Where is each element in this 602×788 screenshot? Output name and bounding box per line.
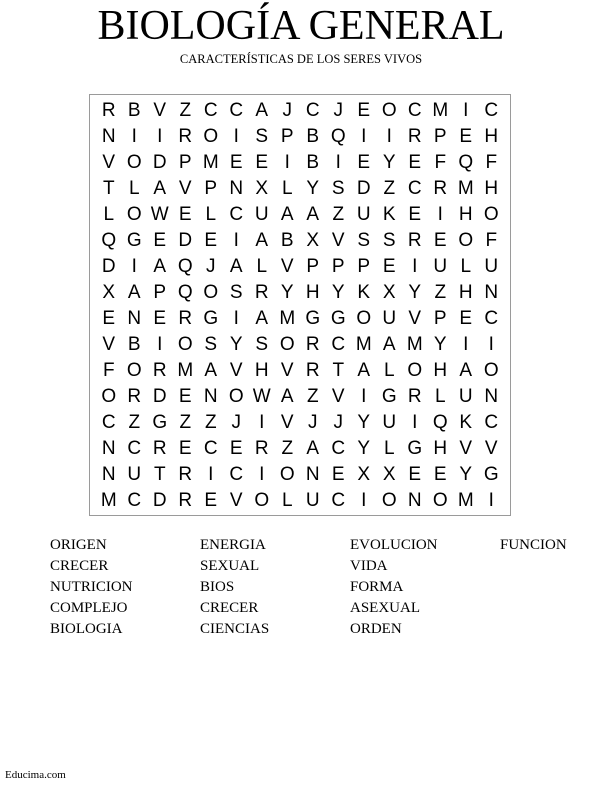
grid-letter-cell[interactable]: U [484, 256, 499, 277]
grid-letter-cell[interactable]: U [433, 256, 448, 277]
grid-letter-cell[interactable]: C [484, 308, 499, 329]
grid-letter-cell[interactable]: R [152, 360, 167, 381]
grid-letter-cell[interactable]: D [152, 490, 167, 511]
grid-letter-cell[interactable]: C [331, 490, 346, 511]
grid-letter-cell[interactable]: V [178, 178, 192, 199]
grid-letter-cell[interactable]: C [203, 100, 218, 121]
grid-letter-cell[interactable]: I [437, 204, 443, 225]
grid-letter-cell[interactable]: E [408, 152, 422, 173]
grid-letter-cell[interactable]: L [383, 438, 395, 459]
grid-letter-cell[interactable]: C [229, 100, 244, 121]
grid-letter-cell[interactable]: O [177, 334, 193, 355]
grid-letter-cell[interactable]: M [355, 334, 372, 355]
grid-letter-cell[interactable]: V [102, 334, 116, 355]
grid-letter-cell[interactable]: L [460, 256, 472, 277]
word-list [50, 536, 600, 641]
grid-letter-cell[interactable]: M [406, 334, 423, 355]
grid-letter-cell[interactable]: U [127, 464, 142, 485]
grid-letter-cell[interactable]: O [407, 360, 423, 381]
grid-letter-cell[interactable]: A [153, 178, 167, 199]
word-list-item: ORIGEN [50, 537, 107, 553]
grid-letter-cell[interactable]: V [459, 438, 473, 459]
grid-letter-cell[interactable]: E [357, 100, 371, 121]
grid-letter-cell[interactable]: Y [280, 282, 294, 303]
grid-letter-cell[interactable]: K [357, 282, 371, 303]
grid-letter-cell[interactable]: N [484, 386, 499, 407]
grid-letter-cell[interactable]: R [407, 126, 422, 147]
word-list-item: FORMA [350, 579, 404, 595]
grid-letter-cell[interactable]: R [178, 308, 193, 329]
grid-letter-cell[interactable]: M [177, 360, 194, 381]
grid-letter-cell[interactable]: R [127, 386, 142, 407]
grid-letter-cell[interactable]: F [434, 152, 447, 173]
grid-letter-cell[interactable]: E [459, 308, 473, 329]
grid-letter-cell[interactable]: O [458, 230, 474, 251]
grid-letter-cell[interactable]: G [407, 438, 423, 459]
grid-letter-cell[interactable]: N [101, 126, 116, 147]
grid-letter-cell[interactable]: E [178, 204, 192, 225]
grid-letter-cell[interactable]: B [127, 334, 141, 355]
word-list-item: COMPLEJO [50, 600, 128, 616]
grid-letter-cell[interactable]: C [484, 412, 499, 433]
grid-letter-cell[interactable]: I [361, 126, 367, 147]
grid-letter-cell[interactable]: L [281, 490, 293, 511]
grid-letter-cell[interactable]: V [280, 412, 294, 433]
grid-letter-cell[interactable]: I [131, 126, 137, 147]
grid-letter-cell[interactable]: W [252, 386, 271, 407]
grid-letter-cell[interactable]: I [488, 490, 494, 511]
grid-row [96, 436, 504, 462]
word-list-item: BIOS [200, 579, 235, 595]
page-title: BIOLOGÍA GENERAL [97, 3, 505, 49]
grid-letter-cell[interactable]: S [204, 334, 218, 355]
grid-letter-cell[interactable]: C [407, 178, 422, 199]
grid-letter-cell[interactable]: J [282, 100, 292, 121]
grid-letter-cell[interactable]: V [484, 438, 498, 459]
grid-row [96, 150, 504, 176]
page-subtitle: CARACTERÍSTICAS DE LOS SERES VIVOS [179, 52, 423, 66]
grid-letter-cell[interactable]: A [357, 360, 371, 381]
grid-letter-cell[interactable]: F [485, 152, 498, 173]
grid-letter-cell[interactable]: I [335, 152, 341, 173]
grid-letter-cell[interactable]: C [127, 490, 142, 511]
grid-letter-cell[interactable]: R [433, 178, 448, 199]
grid-letter-cell[interactable]: U [356, 204, 371, 225]
grid-letter-cell[interactable]: Q [101, 230, 117, 251]
grid-letter-cell[interactable]: A [306, 438, 320, 459]
grid-letter-cell[interactable]: P [331, 256, 345, 277]
grid-letter-cell[interactable]: H [254, 360, 269, 381]
grid-letter-cell[interactable]: L [103, 204, 115, 225]
grid-letter-cell[interactable]: E [229, 438, 243, 459]
word-list-item [500, 578, 600, 599]
grid-letter-cell[interactable]: Q [458, 152, 474, 173]
grid-letter-cell[interactable]: I [463, 100, 469, 121]
grid-letter-cell[interactable]: Q [330, 126, 346, 147]
grid-letter-cell[interactable]: V [153, 100, 167, 121]
grid-letter-cell[interactable]: I [131, 256, 137, 277]
grid-letter-cell[interactable]: G [330, 308, 346, 329]
grid-letter-cell[interactable]: Z [128, 412, 141, 433]
grid-letter-cell[interactable]: P [357, 256, 371, 277]
grid-letter-cell[interactable]: B [306, 126, 320, 147]
grid-letter-cell[interactable]: A [306, 204, 320, 225]
grid-letter-cell[interactable]: Z [383, 178, 396, 199]
grid-letter-cell[interactable]: O [381, 100, 397, 121]
grid-letter-cell[interactable]: P [178, 152, 192, 173]
grid-row [96, 462, 504, 488]
word-search-grid[interactable] [96, 98, 504, 514]
grid-letter-cell[interactable]: T [332, 360, 345, 381]
grid-letter-cell[interactable]: R [152, 438, 167, 459]
grid-letter-cell[interactable]: E [331, 464, 345, 485]
grid-letter-cell[interactable]: Q [177, 282, 193, 303]
grid-letter-cell[interactable]: O [432, 490, 448, 511]
grid-letter-cell[interactable]: N [101, 438, 116, 459]
grid-letter-cell[interactable]: R [101, 100, 116, 121]
grid-letter-cell[interactable]: I [361, 490, 367, 511]
grid-letter-cell[interactable]: V [229, 360, 243, 381]
grid-letter-cell[interactable]: O [228, 386, 244, 407]
grid-letter-cell[interactable]: N [127, 308, 142, 329]
grid-letter-cell[interactable]: C [229, 204, 244, 225]
grid-letter-cell[interactable]: R [254, 438, 269, 459]
grid-letter-cell[interactable]: C [127, 438, 142, 459]
grid-letter-cell[interactable]: E [204, 230, 218, 251]
grid-letter-cell[interactable]: E [229, 152, 243, 173]
grid-letter-cell[interactable]: Y [306, 178, 320, 199]
grid-letter-cell[interactable]: L [128, 178, 140, 199]
grid-letter-cell[interactable]: I [233, 126, 239, 147]
grid-letter-cell[interactable]: T [153, 464, 166, 485]
grid-letter-cell[interactable]: E [204, 490, 218, 511]
grid-letter-cell[interactable]: I [208, 464, 214, 485]
grid-letter-cell[interactable]: S [229, 282, 243, 303]
grid-letter-cell[interactable]: D [178, 230, 193, 251]
grid-letter-cell[interactable]: H [305, 282, 320, 303]
grid-letter-cell[interactable]: M [457, 490, 474, 511]
grid-letter-cell[interactable]: I [157, 126, 163, 147]
grid-letter-cell[interactable]: N [407, 490, 422, 511]
grid-letter-cell[interactable]: Z [179, 412, 192, 433]
grid-letter-cell[interactable]: X [255, 178, 269, 199]
grid-letter-cell[interactable]: O [126, 360, 142, 381]
grid-letter-cell[interactable]: N [203, 386, 218, 407]
grid-letter-cell[interactable]: Q [432, 412, 448, 433]
grid-letter-cell[interactable]: M [279, 308, 296, 329]
grid-letter-cell[interactable]: P [433, 308, 447, 329]
grid-letter-cell[interactable]: I [284, 152, 290, 173]
grid-row [96, 384, 504, 410]
grid-letter-cell[interactable]: G [126, 230, 142, 251]
grid-letter-cell[interactable]: R [305, 360, 320, 381]
grid-letter-cell[interactable]: O [126, 152, 142, 173]
grid-letter-cell[interactable]: T [102, 178, 115, 199]
grid-letter-cell[interactable]: I [233, 308, 239, 329]
grid-letter-cell[interactable]: O [483, 360, 499, 381]
grid-letter-cell[interactable]: Q [177, 256, 193, 277]
grid-letter-cell[interactable]: E [153, 308, 167, 329]
grid-letter-cell[interactable]: E [178, 386, 192, 407]
word-list-item [500, 557, 600, 578]
grid-letter-cell[interactable]: Y [382, 152, 396, 173]
grid-letter-cell[interactable]: U [382, 308, 397, 329]
grid-letter-cell[interactable]: O [254, 490, 270, 511]
word-list-item: BIOLOGIA [50, 621, 123, 637]
grid-letter-cell[interactable]: E [408, 204, 422, 225]
grid-letter-cell[interactable]: J [308, 412, 318, 433]
grid-letter-cell[interactable]: N [101, 464, 116, 485]
grid-letter-cell[interactable]: E [408, 464, 422, 485]
grid-letter-cell[interactable]: H [433, 360, 448, 381]
word-list-item [500, 599, 600, 620]
grid-letter-cell[interactable]: C [203, 438, 218, 459]
grid-letter-cell[interactable]: A [204, 360, 218, 381]
grid-row [96, 488, 504, 514]
grid-letter-cell[interactable]: L [205, 204, 217, 225]
grid-letter-cell[interactable]: M [432, 100, 449, 121]
grid-letter-cell[interactable]: M [202, 152, 219, 173]
grid-letter-cell[interactable]: I [259, 412, 265, 433]
grid-row [96, 98, 504, 124]
grid-letter-cell[interactable]: Y [357, 438, 371, 459]
grid-letter-cell[interactable]: B [306, 152, 320, 173]
grid-letter-cell[interactable]: C [484, 100, 499, 121]
grid-letter-cell[interactable]: F [102, 360, 115, 381]
grid-letter-cell[interactable]: B [280, 230, 294, 251]
grid-letter-cell[interactable]: X [382, 464, 396, 485]
grid-letter-cell[interactable]: H [484, 178, 499, 199]
grid-letter-cell[interactable]: A [280, 204, 294, 225]
grid-letter-cell[interactable]: O [126, 204, 142, 225]
word-list-item: CRECER [200, 600, 259, 616]
grid-letter-cell[interactable]: R [407, 230, 422, 251]
grid-letter-cell[interactable]: Z [204, 412, 217, 433]
grid-letter-cell[interactable]: L [281, 178, 293, 199]
grid-letter-cell[interactable]: I [412, 412, 418, 433]
grid-letter-cell[interactable]: X [306, 230, 320, 251]
grid-row [96, 410, 504, 436]
grid-letter-cell[interactable]: C [331, 334, 346, 355]
grid-letter-cell[interactable]: K [382, 204, 396, 225]
grid-letter-cell[interactable]: Y [433, 334, 447, 355]
grid-letter-cell[interactable]: I [412, 256, 418, 277]
word-list-item: NUTRICION [50, 579, 133, 595]
grid-letter-cell[interactable]: N [484, 282, 499, 303]
grid-letter-cell[interactable]: G [152, 412, 168, 433]
grid-letter-cell[interactable]: Y [357, 412, 371, 433]
grid-letter-cell[interactable]: R [178, 464, 193, 485]
grid-letter-cell[interactable]: J [231, 412, 241, 433]
word-list-item: ASEXUAL [350, 600, 420, 616]
grid-letter-cell[interactable]: R [178, 126, 193, 147]
grid-letter-cell[interactable]: A [459, 360, 473, 381]
grid-letter-cell[interactable]: J [333, 100, 343, 121]
grid-row [96, 176, 504, 202]
grid-letter-cell[interactable]: C [331, 438, 346, 459]
grid-letter-cell[interactable]: Y [331, 282, 345, 303]
grid-letter-cell[interactable]: P [306, 256, 320, 277]
grid-letter-cell[interactable]: A [127, 282, 141, 303]
grid-letter-cell[interactable]: S [331, 178, 345, 199]
grid-letter-cell[interactable]: A [153, 256, 167, 277]
grid-letter-cell[interactable]: C [407, 100, 422, 121]
grid-letter-cell[interactable]: I [463, 334, 469, 355]
word-list-item: FUNCION [500, 537, 567, 553]
grid-row [96, 358, 504, 384]
grid-letter-cell[interactable]: O [203, 126, 219, 147]
grid-letter-cell[interactable]: R [305, 334, 320, 355]
word-list-item: CIENCIAS [200, 621, 270, 637]
grid-letter-cell[interactable]: L [434, 386, 446, 407]
grid-letter-cell[interactable]: E [102, 308, 116, 329]
grid-letter-cell[interactable]: P [153, 282, 167, 303]
grid-letter-cell[interactable]: G [203, 308, 219, 329]
grid-letter-cell[interactable]: E [459, 126, 473, 147]
grid-letter-cell[interactable]: Y [459, 464, 473, 485]
grid-letter-cell[interactable]: S [382, 230, 396, 251]
grid-row [96, 228, 504, 254]
grid-letter-cell[interactable]: E [357, 152, 371, 173]
grid-letter-cell[interactable]: V [331, 386, 345, 407]
grid-letter-cell[interactable]: D [101, 256, 116, 277]
grid-letter-cell[interactable]: H [458, 204, 473, 225]
grid-row [96, 280, 504, 306]
grid-row [96, 124, 504, 150]
grid-letter-cell[interactable]: A [255, 230, 269, 251]
grid-letter-cell[interactable]: I [488, 334, 494, 355]
grid-letter-cell[interactable]: I [233, 230, 239, 251]
grid-letter-cell[interactable]: U [458, 386, 473, 407]
grid-letter-cell[interactable]: G [483, 464, 499, 485]
word-list-item: ENERGIA [200, 537, 266, 553]
grid-letter-cell[interactable]: A [382, 334, 396, 355]
grid-letter-cell[interactable]: J [206, 256, 216, 277]
grid-letter-cell[interactable]: N [305, 464, 320, 485]
grid-letter-cell[interactable]: Z [434, 282, 447, 303]
grid-letter-cell[interactable]: I [157, 334, 163, 355]
grid-letter-cell[interactable]: A [229, 256, 243, 277]
grid-letter-cell[interactable]: Y [408, 282, 422, 303]
grid-letter-cell[interactable]: J [333, 412, 343, 433]
grid-letter-cell[interactable]: D [356, 178, 371, 199]
grid-letter-cell[interactable]: I [361, 386, 367, 407]
grid-letter-cell[interactable]: Y [229, 334, 243, 355]
grid-letter-cell[interactable]: A [280, 386, 294, 407]
grid-letter-cell[interactable]: U [305, 490, 320, 511]
grid-letter-cell[interactable]: U [254, 204, 269, 225]
grid-letter-cell[interactable]: L [256, 256, 268, 277]
grid-letter-cell[interactable]: C [305, 100, 320, 121]
grid-letter-cell[interactable]: P [280, 126, 294, 147]
word-list-item: EVOLUCION [350, 537, 438, 553]
grid-letter-cell[interactable]: E [433, 230, 447, 251]
grid-letter-cell[interactable]: A [255, 100, 269, 121]
grid-letter-cell[interactable]: O [279, 464, 295, 485]
grid-letter-cell[interactable]: Z [281, 438, 294, 459]
grid-letter-cell[interactable]: X [382, 282, 396, 303]
grid-letter-cell[interactable]: E [382, 256, 396, 277]
grid-letter-cell[interactable]: L [383, 360, 395, 381]
grid-letter-cell[interactable]: B [127, 100, 141, 121]
word-list-item: SEXUAL [200, 558, 260, 574]
grid-letter-cell[interactable]: V [331, 230, 345, 251]
grid-letter-cell[interactable]: V [280, 360, 294, 381]
grid-letter-cell[interactable]: V [102, 152, 116, 173]
grid-letter-cell[interactable]: M [100, 490, 117, 511]
grid-row [96, 306, 504, 332]
grid-letter-cell[interactable]: G [305, 308, 321, 329]
grid-letter-cell[interactable]: E [433, 464, 447, 485]
grid-letter-cell[interactable]: H [484, 126, 499, 147]
grid-letter-cell[interactable]: O [483, 204, 499, 225]
grid-letter-cell[interactable]: C [229, 464, 244, 485]
word-list-item: VIDA [350, 558, 388, 574]
grid-letter-cell[interactable]: O [381, 490, 397, 511]
grid-letter-cell[interactable]: X [357, 464, 371, 485]
grid-letter-cell[interactable]: S [357, 230, 371, 251]
grid-letter-cell[interactable]: R [254, 282, 269, 303]
grid-letter-cell[interactable]: X [102, 282, 116, 303]
grid-letter-cell[interactable]: W [150, 204, 169, 225]
grid-letter-cell[interactable]: S [255, 126, 269, 147]
grid-letter-cell[interactable]: O [356, 308, 372, 329]
grid-letter-cell[interactable]: S [255, 334, 269, 355]
footer-credit: Educima.com [5, 769, 66, 781]
grid-letter-cell[interactable]: P [204, 178, 218, 199]
grid-letter-cell[interactable]: I [386, 126, 392, 147]
grid-letter-cell[interactable]: M [457, 178, 474, 199]
grid-letter-cell[interactable]: Z [306, 386, 319, 407]
grid-letter-cell[interactable]: E [178, 438, 192, 459]
grid-letter-cell[interactable]: F [485, 230, 498, 251]
grid-letter-cell[interactable]: H [433, 438, 448, 459]
grid-letter-cell[interactable]: D [152, 386, 167, 407]
grid-letter-cell[interactable]: O [203, 282, 219, 303]
grid-letter-cell[interactable]: I [259, 464, 265, 485]
grid-letter-cell[interactable]: U [382, 412, 397, 433]
word-list-item: ORDEN [350, 621, 402, 637]
grid-letter-cell[interactable]: H [458, 282, 473, 303]
grid-letter-cell[interactable]: Z [332, 204, 345, 225]
grid-letter-cell[interactable]: N [229, 178, 244, 199]
grid-letter-cell[interactable]: O [101, 386, 117, 407]
grid-letter-cell[interactable]: R [407, 386, 422, 407]
grid-letter-cell[interactable]: Z [179, 100, 192, 121]
grid-row [96, 202, 504, 228]
grid-letter-cell[interactable]: D [152, 152, 167, 173]
grid-letter-cell[interactable]: V [280, 256, 294, 277]
grid-letter-cell[interactable]: O [279, 334, 295, 355]
grid-letter-cell[interactable]: C [101, 412, 116, 433]
word-list-item: CRECER [50, 558, 109, 574]
grid-letter-cell[interactable]: P [433, 126, 447, 147]
grid-letter-cell[interactable]: G [381, 386, 397, 407]
word-list-item [500, 620, 600, 641]
grid-letter-cell[interactable]: V [408, 308, 422, 329]
grid-row [96, 332, 504, 358]
grid-row [96, 254, 504, 280]
grid-letter-cell[interactable]: V [229, 490, 243, 511]
grid-letter-cell[interactable]: E [255, 152, 269, 173]
grid-letter-cell[interactable]: R [178, 490, 193, 511]
grid-letter-cell[interactable]: K [459, 412, 473, 433]
grid-letter-cell[interactable]: E [153, 230, 167, 251]
grid-letter-cell[interactable]: A [255, 308, 269, 329]
